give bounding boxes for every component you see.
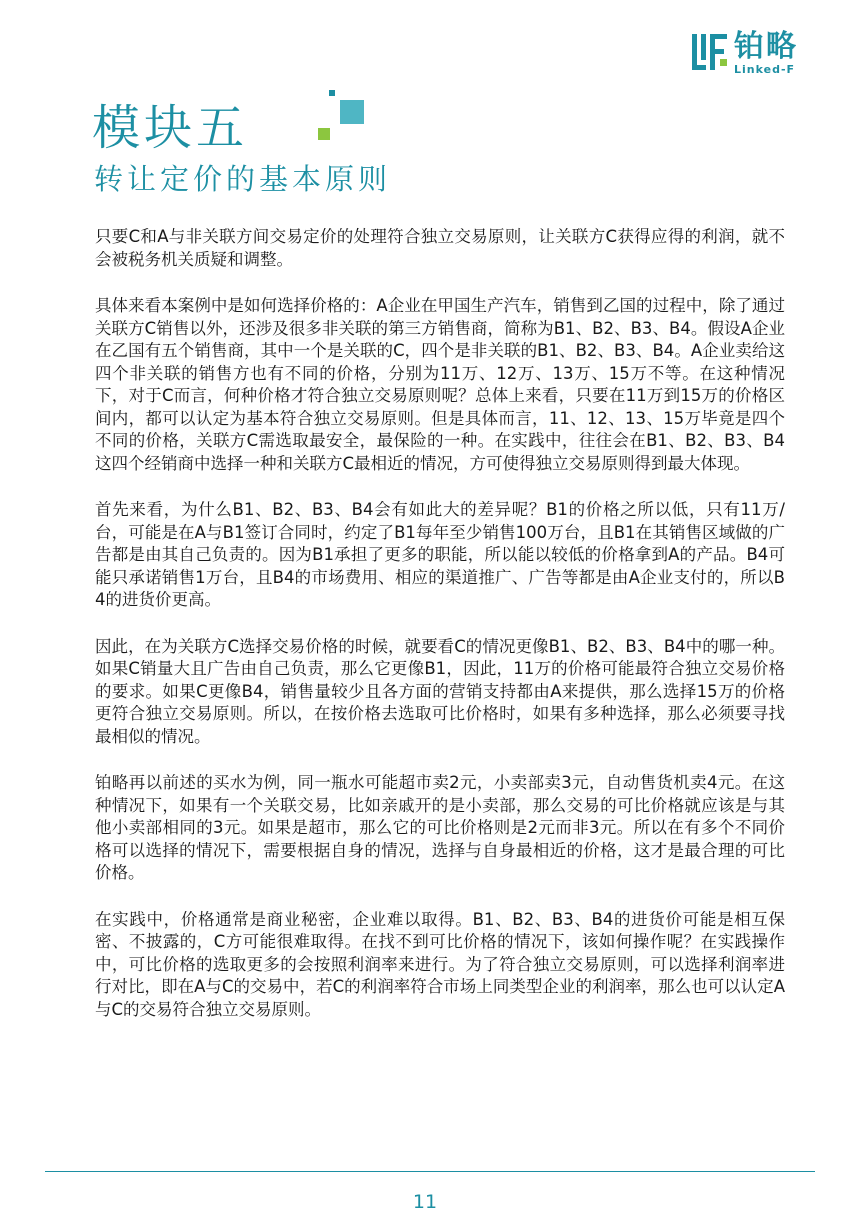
module-title: 模块五: [92, 100, 249, 156]
body-content: [95, 226, 785, 1045]
footer-divider: [45, 1171, 815, 1172]
logo-text-cn: 铂略: [734, 29, 798, 64]
module-subtitle: 转让定价的基本原则: [94, 162, 392, 196]
logo-mark-icon: [690, 32, 730, 72]
brand-logo: [690, 30, 820, 78]
paragraph-4: 因此，在为关联方C选择交易价格的时候，就要看C的情况更像B1、B2、B3、B4中的哪一种。如果C销量大且广告由自己负责，那么它更像B1，因此，11万的价格可能最符合独立交易价格的要求。如果C更像B4，销售量较少且各方面的营销支持都由A来提供，那么选择15万的价格更符合独立交易原则。所以，在按价格去选取可比价格时，如果有多种选择，那么必须要寻找最相似的情况。: [95, 636, 785, 746]
paragraph-3: 首先来看，为什么B1、B2、B3、B4会有如此大的差异呢？B1的价格之所以低，只有11万/台，可能是在A与B1签订合同时，约定了B1每年至少销售100万台，且B1在其销售区域做的广告都是由其自己负责的。因为B1承担了更多的职能，所以能以较低的价格拿到A的产品。B4可能只承诺销售1万台，且B4的市场费用、相应的渠道推广、广告等都是由A企业支付的，所以B4的进货价更高。: [95, 500, 785, 609]
page-number: 11: [412, 1191, 438, 1213]
paragraph-5: 铂略再以前述的买水为例，同一瓶水可能超市卖2元，小卖部卖3元，自动售货机卖4元。在这种情况下，如果有一个关联交易，比如亲戚开的是小卖部，那么交易的可比价格就应该是与其他小卖部相同的3元。如果是超市，那么它的可比价格则是2元而非3元。所以在有多个不同价格可以选择的情况下，需要根据自身的情况，选择与自身最相近的价格，这才是最合理的可比价格。: [95, 773, 785, 882]
paragraph-6: 在实践中，价格通常是商业秘密，企业难以取得。B1、B2、B3、B4的进货价可能是相互保密、不披露的，C方可能很难取得。在找不到可比价格的情况下，该如何操作呢？在实践操作中，可比价格的选取更多的会按照利润率来进行。为了符合独立交易原则，可以选择利润率进行对比，即在A与C的交易中，若C的利润率符合市场上同类型企业的利润率，那么也可以认定A与C的交易符合独立交易原则。: [95, 909, 785, 1019]
logo-text-en: Linked-F: [734, 63, 796, 76]
decorative-squares-icon: [318, 90, 370, 144]
paragraph-2: 具体来看本案例中是如何选择价格的：A企业在甲国生产汽车，销售到乙国的过程中，除了通过关联方C销售以外，还涉及很多非关联的第三方销售商，简称为B1、B2、B3、B4。假设A企业在乙国有五个销售商，其中一个是关联的C，四个是非关联的B1、B2、B3、B4。A企业卖给这四个非关联的销售方也有不同的价格，分别为11万、12万、13万、15万不等。在这种情况下，对于C而言，何种价格才符合独立交易原则呢？总体上来看，只要在11万到15万的价格区间内，都可以认定为基本符合独立交易原则。但是具体而言，11、12、13、15万毕竟是四个不同的价格，关联方C需选取最安全，最保险的一种。在实践中，往往会在B1、B2、B3、B4这四个经销商中选择一种和关联方C最相近的情况，方可使得独立交易原则得到最大体现。: [95, 296, 785, 473]
paragraph-1: 只要C和A与非关联方间交易定价的处理符合独立交易原则，让关联方C获得应得的利润，就不会被税务机关质疑和调整。: [95, 227, 785, 269]
